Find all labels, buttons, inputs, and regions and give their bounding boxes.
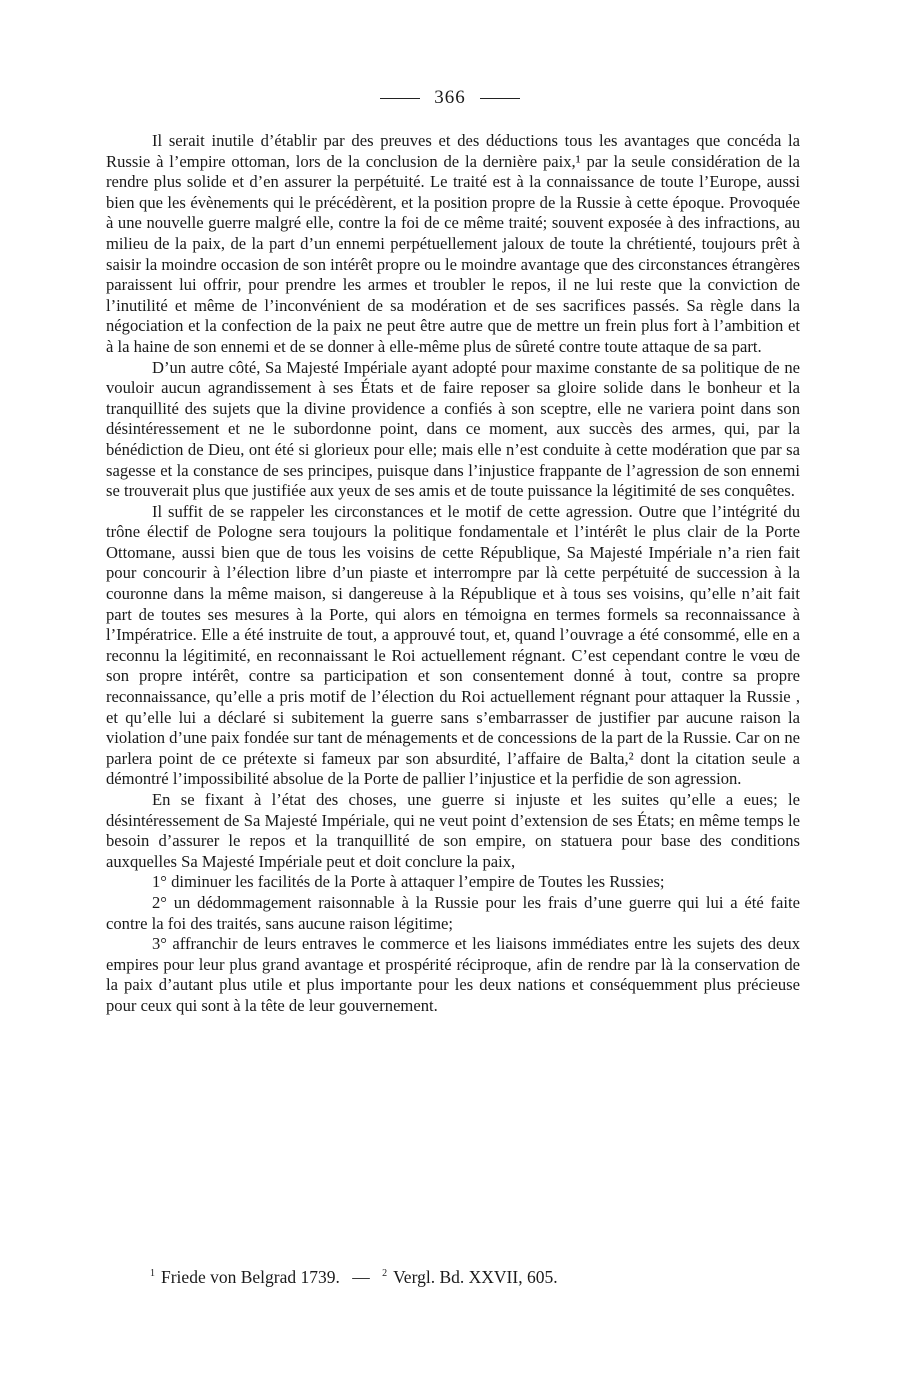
footnote-separator: — [352, 1266, 370, 1287]
paragraph: D’un autre côté, Sa Majesté Impériale ayant adopté pour maxime constante de sa politique de ne vouloir aucun agrandissement à ses États et de faire reposer sa gloire solide dans le bonheur et la tranquillité des sujets que la divine providence a confiés à son sceptre, elle ne variera point dans son désintéressement et ne le subordonne point, dans ce moment, aux succès des armes, qui, par la bénédiction de Dieu, ont été si glorieux pour elle; mais elle n’est conduite à cette modération que par sa sagesse et la constance de ses principes, puisque dans l’injustice frappante de l’agression de son ennemi se trouverait plus que justifiée aux yeux de ses amis et de toute puissance la légitimité de ses conquêtes. [106, 357, 800, 501]
paragraph: Il suffit de se rappeler les circonstances et le motif de cette agression. Outre que l’intégrité du trône électif de Pologne sera toujours la politique fondamentale et l’intérêt le plus clair de la Porte Ottomane, aussi bien que de tous les voisins de cette République, Sa Majesté Impériale n’a rien fait pour concourir à l’élection libre d’un piaste et interrompre par là cette perpétuité de succession à la couronne dans la même maison, si dangereuse à la République et à tous ses voisins, qu’elle n’ait fait part de toutes ses mesures à la Porte, qui alors en témoigna en termes formels sa reconnaissance à l’Impératrice. Elle a été instruite de tout, a approuvé tout, et, quand l’ouvrage a été consommé, elle en a reconnu la légitimité, en reconnaissant le Roi actuellement régnant. C’est cependant contre le vœu de son propre intérêt, contre sa participation et son consentement donné à tout, contre sa propre reconnaissance, qu’elle a pris motif de l’élection du Roi actuellement régnant pour attaquer la Russie , et qu’elle lui a déclaré si subitement la guerre sans s’embarrasser de justifier par aucune raison la violation d’une paix fondée sur tant de ménagements et de concessions de la part de la Russie. Car on ne parlera point de ce prétexte si fameux par son absurdité, l’affaire de Balta,² dont la citation seule a démontré l’impossibilité absolue de la Porte de pallier l’injustice et la perfidie de son agression. [106, 501, 800, 789]
footnote-text: Vergl. Bd. XXVII, 605. [393, 1266, 558, 1287]
footnote-mark: 1 [150, 1268, 155, 1279]
list-item: 1° diminuer les facilités de la Porte à attaquer l’empire de Toutes les Russies; [152, 872, 665, 892]
footnote-mark: 2 [382, 1268, 388, 1279]
body-text [106, 131, 800, 1017]
header-rule-right [480, 98, 520, 99]
header-rule-left [380, 98, 420, 99]
footnotes [150, 1263, 750, 1288]
list-item: 3° affranchir de leurs entraves le commerce et les liaisons immédiates entre les sujets des deux empires pour leur plus grand avantage et prospérité réciproque, afin de rendre par là la conservation de la paix d’autant plus utile et plus importante pour les deux nations et conséquemment plus précieuse pour ceux qui sont à la tête de leur gouvernement. [106, 934, 800, 1015]
list-item: 2° un dédommagement raisonnable à la Russie pour les frais d’une guerre qui lui a été faite contre la foi des traités, sans aucune raison légitime; [106, 892, 800, 933]
page-number: 366 [434, 87, 466, 108]
paragraph: En se fixant à l’état des choses, une guerre si injuste et les suites qu’elle a eues; le désintéressement de Sa Majesté Impériale, qui ne veut point d’extension de ses États; en même temps le besoin d’assurer le repos et la tranquillité de son empire, on statuera pour base des conditions auxquelles Sa Majesté Impériale peut et doit conclure la paix, [106, 790, 800, 871]
footnote [382, 1267, 557, 1287]
page-header [0, 84, 900, 112]
paragraph: Il serait inutile d’établir par des preuves et des déductions tous les avantages que concéda la Russie à l’empire ottoman, lors de la conclusion de la dernière paix,¹ par la seule considération de la rendre plus solide et d’en assurer la perpétuité. Le traité est à la connaissance de toute l’Europe, aussi bien que les évènements qui le précédèrent, et la position propre de la Russie à cette époque. Provoquée à une nouvelle guerre malgré elle, contre la foi de ce même traité; souvent exposée à des infractions, au milieu de la paix, de la part d’un ennemi perpétuellement jaloux de toute la chrétienté, toujours prêt à saisir la moindre occasion de son intérêt propre ou le moindre avantage que des circonstances étrangères paraissent lui offrir, pour prendre les armes et troubler le repos, il ne lui reste que la conviction de l’inutilité et même de l’inconvénient de sa modération et de ses sacrifices passés. Sa règle dans la négociation et la confection de la paix ne peut être autre que de mettre un frein plus fort à l’ambition et à la haine de son ennemi et de se donner à elle-même plus de sûreté contre toute attaque de sa part. [106, 131, 800, 356]
footnote [150, 1267, 340, 1287]
footnote-text: Friede von Belgrad 1739. [161, 1266, 340, 1287]
